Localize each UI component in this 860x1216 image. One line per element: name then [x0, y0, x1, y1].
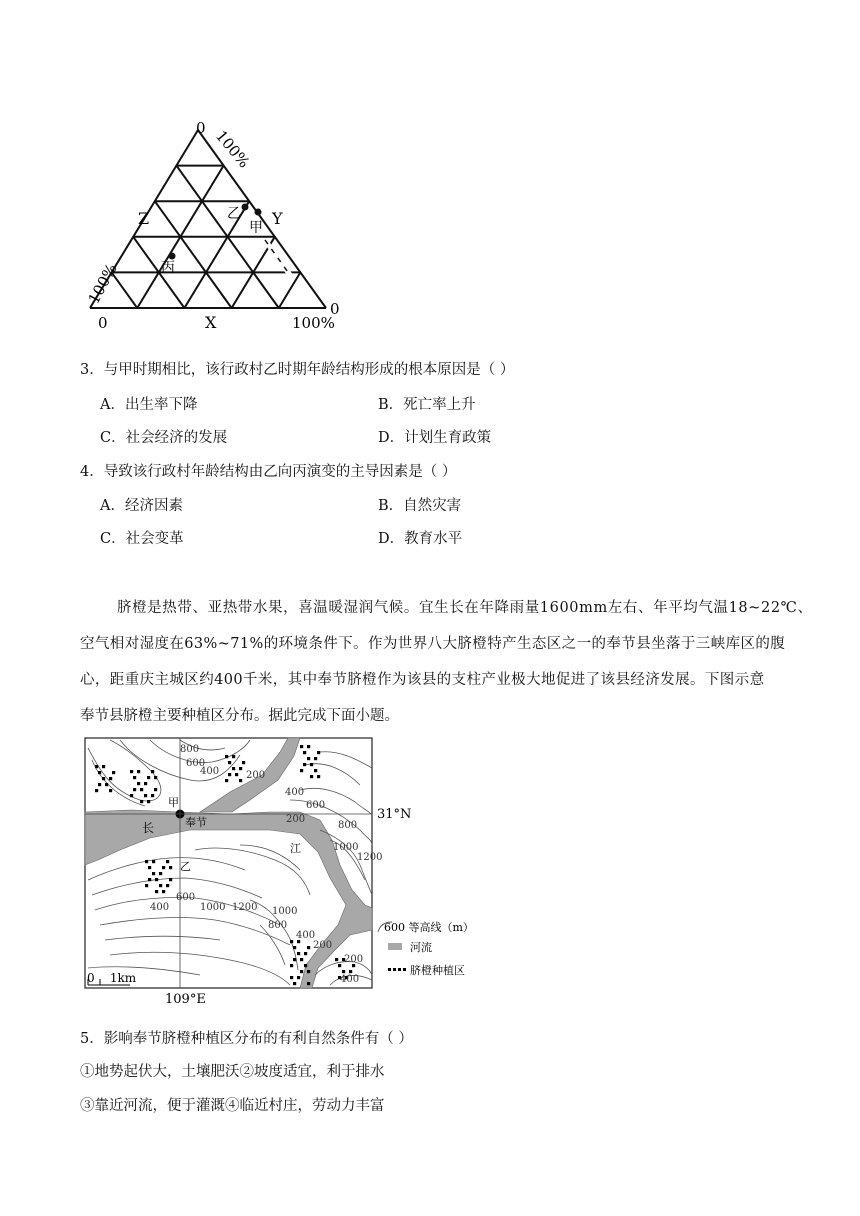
label-river-jiang: 江 [290, 842, 301, 855]
q4-option-c[interactable]: C．社会变革 [100, 531, 184, 547]
contour-label: 600 [176, 892, 196, 903]
orchard-marker [235, 773, 238, 776]
orchard-marker [137, 770, 140, 773]
orchard-marker [169, 866, 172, 869]
orchard-marker [162, 890, 165, 893]
orchard-marker [293, 982, 296, 985]
q3-option-a[interactable]: A．出生率下降 [100, 397, 198, 413]
orchard-marker [159, 884, 162, 887]
orchard-marker [144, 794, 147, 797]
orchard-distribution-map [82, 734, 480, 1010]
point-bing-label: 丙 [161, 260, 175, 276]
tri-left-hundred: 100% [84, 260, 121, 307]
orchard-marker [228, 773, 231, 776]
orchard-marker [303, 763, 306, 766]
orchard-marker [242, 761, 245, 764]
orchard-marker [130, 794, 133, 797]
point-yi-dot [242, 204, 249, 211]
orchard-marker [228, 761, 231, 764]
q5-statement-3-4: ③靠近河流，便于灌溉④临近村庄，劳动力丰富 [80, 1098, 385, 1114]
q3-option-b[interactable]: B．死亡率上升 [378, 397, 476, 413]
tri-bottom-zero: 0 [98, 314, 108, 332]
legend-orchard-swatch [388, 968, 406, 971]
tri-right-zero: 0 [330, 300, 340, 318]
label-fengjie: 奉节 [185, 816, 207, 829]
point-yi-label: 乙 [227, 206, 241, 222]
orchard-marker [293, 958, 296, 961]
contour-label: 1000 [272, 906, 298, 917]
contour-label: 1200 [232, 902, 258, 913]
passage [80, 590, 813, 734]
orchard-marker [145, 860, 148, 863]
contour-label: 1000 [333, 842, 359, 853]
contour-label: 800 [180, 744, 200, 755]
orchard-marker [140, 800, 143, 803]
q3-option-c[interactable]: C．社会经济的发展 [100, 430, 228, 446]
tri-top-zero: 0 [196, 119, 206, 137]
contour-label: 400 [150, 902, 170, 913]
orchard-marker [303, 751, 306, 754]
orchard-marker [225, 779, 228, 782]
orchard-marker [145, 884, 148, 887]
orchard-marker [137, 782, 140, 785]
q4-stem: 4．导致该行政村年龄结构由乙向丙演变的主导因素是（ ） [80, 464, 457, 480]
passage-line-2: 空气相对湿度在63%~71%的环境条件下。作为世界八大脐橙特产生态区之一的奉节县坐落于三峡库区的腹 [80, 636, 786, 652]
orchard-marker [148, 866, 151, 869]
contour-label: 800 [338, 820, 358, 831]
orchard-marker [307, 946, 310, 949]
orchard-marker [162, 866, 165, 869]
label-river-chang: 长 [142, 821, 155, 835]
orchard-marker [349, 970, 352, 973]
orchard-marker [155, 878, 158, 881]
orchard-marker [169, 878, 172, 881]
label-lon: 109°E [165, 992, 206, 1007]
orchard-marker [300, 769, 303, 772]
orchard-marker [98, 771, 101, 774]
legend-contour: 600 等高线（m） [384, 921, 474, 934]
label-jia: 甲 [168, 796, 179, 809]
contour-label: 600 [306, 800, 326, 811]
orchard-marker [314, 769, 317, 772]
orchard-marker [152, 860, 155, 863]
contour-label: 400 [200, 766, 220, 777]
orchard-marker [147, 776, 150, 779]
contour-label: 600 [186, 758, 206, 769]
orchard-marker [232, 755, 235, 758]
q5-statement-1-2: ①地势起伏大，土壤肥沃②坡度适宜，利于排水 [80, 1064, 385, 1080]
tri-top-hundred: 100% [211, 127, 254, 172]
contour-label: 800 [268, 920, 288, 931]
legend-orchard: 脐橙种植区 [410, 964, 465, 977]
orchard-marker [310, 763, 313, 766]
orchard-marker [317, 751, 320, 754]
orchard-marker [154, 776, 157, 779]
orchard-marker [98, 783, 101, 786]
contour-label: 400 [296, 930, 316, 941]
q5-stem: 5．影响奉节脐橙种植区分布的有利自然条件有（ ） [80, 1031, 413, 1047]
passage-line-1: 脐橙是热带、亚热带水果，喜温暖湿润气候。宜生长在年降雨量1600mm左右、年平均气温18~22℃、 [117, 600, 813, 616]
orchard-marker [314, 757, 317, 760]
contour-label: 1200 [357, 852, 383, 863]
orchard-marker [112, 771, 115, 774]
q4-option-b[interactable]: B．自然灾害 [378, 498, 462, 514]
contour-label: 200 [313, 940, 333, 951]
point-bing-dot [169, 253, 176, 260]
contour-label: 1000 [200, 902, 226, 913]
orchard-marker [290, 964, 293, 967]
orchard-marker [304, 952, 307, 955]
orchard-marker [105, 783, 108, 786]
orchard-marker [342, 970, 345, 973]
contour-label: 400 [340, 974, 360, 985]
tri-bottom-hundred: 100% [292, 314, 335, 332]
orchard-marker [95, 765, 98, 768]
q3-stem: 3．与甲时期相比，该行政村乙时期年龄结构形成的根本原因是（ ） [80, 362, 515, 378]
orchard-marker [102, 765, 105, 768]
orchard-marker [95, 789, 98, 792]
orchard-marker [144, 782, 147, 785]
q4-option-a[interactable]: A．经济因素 [100, 498, 183, 514]
orchard-marker [109, 777, 112, 780]
ternary-diagram [80, 115, 360, 335]
orchard-marker [159, 872, 162, 875]
tri-label-x: X [205, 313, 217, 332]
orchard-marker [300, 970, 303, 973]
passage-line-4: 奉节县脐橙主要种植区分布。据此完成下面小题。 [80, 708, 399, 724]
orchard-marker [290, 940, 293, 943]
orchard-marker [317, 775, 320, 778]
orchard-marker [307, 757, 310, 760]
contour-label: 200 [344, 954, 364, 965]
orchard-marker [338, 964, 341, 967]
tri-label-y: Y [272, 209, 283, 228]
orchard-marker [133, 788, 136, 791]
orchard-marker [155, 890, 158, 893]
orchard-marker [109, 789, 112, 792]
legend-river: 河流 [410, 941, 432, 954]
orchard-marker [151, 770, 154, 773]
orchard-marker [151, 794, 154, 797]
orchard-marker [297, 952, 300, 955]
orchard-marker [152, 872, 155, 875]
orchard-marker [154, 788, 157, 791]
orchard-marker [133, 776, 136, 779]
orchard-marker [335, 958, 338, 961]
contour-label: 200 [246, 770, 266, 781]
legend-river-swatch [388, 943, 402, 950]
orchard-marker [148, 878, 151, 881]
label-lat: 31°N [377, 807, 412, 822]
orchard-marker [239, 767, 242, 770]
orchard-marker [307, 970, 310, 973]
contour-label: 200 [286, 814, 306, 825]
point-jia-label: 甲 [249, 220, 263, 236]
orchard-marker [307, 982, 310, 985]
contour-label: 400 [285, 787, 305, 798]
orchard-marker [293, 946, 296, 949]
q4-option-d[interactable]: D．教育水平 [378, 531, 463, 547]
orchard-marker [140, 788, 143, 791]
orchard-marker [239, 779, 242, 782]
orchard-marker [102, 777, 105, 780]
orchard-marker [307, 745, 310, 748]
label-yi: 乙 [180, 860, 191, 873]
orchard-marker [147, 800, 150, 803]
orchard-marker [297, 976, 300, 979]
orchard-marker [300, 745, 303, 748]
scale-bar-label: 0 1km [87, 971, 137, 985]
q3-option-d[interactable]: D．计划生育政策 [378, 430, 492, 446]
orchard-marker [225, 755, 228, 758]
orchard-marker [310, 775, 313, 778]
orchard-marker [290, 976, 293, 979]
tri-label-z: Z [138, 209, 150, 228]
orchard-marker [304, 964, 307, 967]
orchard-marker [130, 770, 133, 773]
orchard-marker [166, 860, 169, 863]
point-jia-dot [255, 209, 262, 216]
passage-line-3: 心，距重庆主城区约400千米，其中奉节脐橙作为该县的支柱产业极大地促进了该县经济发展。下图示意 [80, 672, 765, 688]
orchard-marker [300, 958, 303, 961]
orchard-marker [232, 767, 235, 770]
orchard-marker [166, 884, 169, 887]
